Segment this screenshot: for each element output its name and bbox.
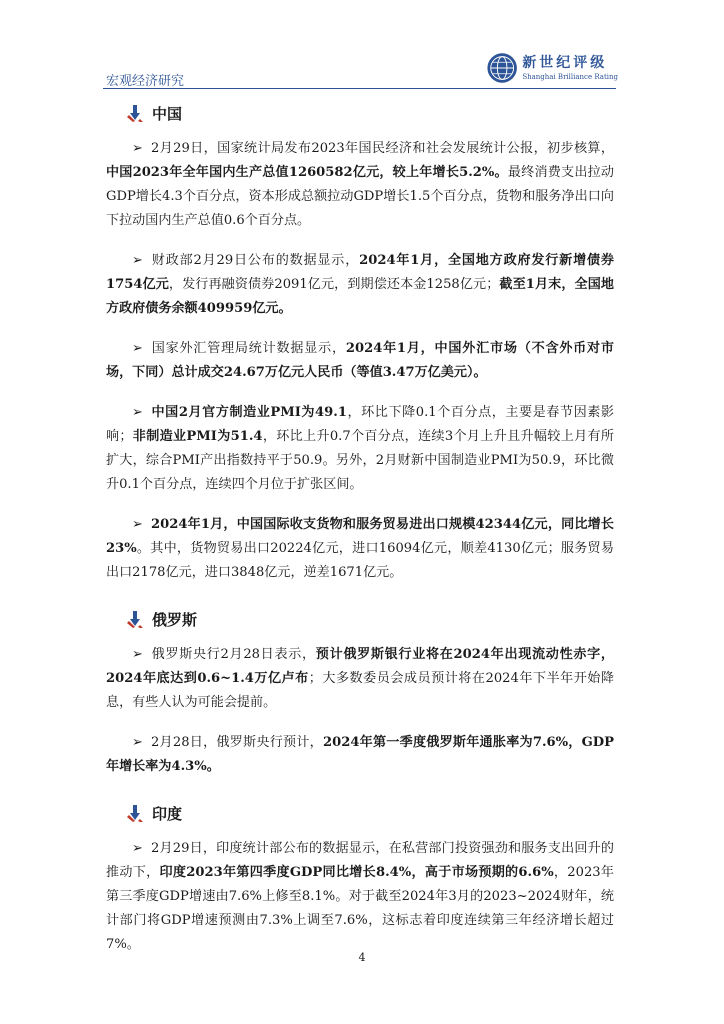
- header-divider: [103, 88, 616, 89]
- bullet-paragraph: [106, 513, 614, 585]
- bold-text-run: 2024年1月，全国地方政府发行新增债券1754亿元: [106, 253, 614, 292]
- text-run: 国家外汇管理局统计数据显示，: [150, 341, 346, 356]
- arrowhead-bullet-icon: ➢: [132, 341, 143, 356]
- text-run: 俄罗斯央行2月28日表示，: [150, 647, 316, 662]
- text-run: 2月29日，国家统计局发布2023年国民经济和社会发展统计公报，初步核算，: [150, 141, 614, 156]
- bold-text-run: 预计俄罗斯银行业将在2024年出现流动性赤字，2024年底达到0.6~1.4万亿卢布: [106, 647, 614, 686]
- section-title-text: 中国: [152, 104, 183, 123]
- bullet-paragraph: [106, 137, 614, 233]
- bold-text-run: 2024年1月，中国外汇市场（不含外币对市场，下同）总计成交24.67万亿元人民币（等值3.47万亿美元）。: [106, 341, 615, 380]
- bullet-paragraph: [106, 731, 614, 779]
- arrowhead-bullet-icon: ➢: [132, 647, 143, 662]
- bold-text-run: 截至1月末，全国地方政府债务余额409959亿元。: [106, 277, 614, 316]
- bold-text-run: 2024年第一季度俄罗斯年通胀率为7.6%，GDP年增长率为4.3%。: [106, 735, 614, 774]
- text-run: 财政部2月29日公布的数据显示，: [150, 253, 360, 268]
- arrowhead-bullet-icon: ➢: [132, 253, 143, 268]
- text-run: ，发行再融资债券2091亿元，到期偿还本金1258亿元；: [168, 277, 500, 292]
- arrowhead-bullet-icon: ➢: [132, 841, 143, 856]
- bullet-paragraph: [106, 249, 614, 321]
- bullet-paragraph: [106, 401, 614, 497]
- blue-red-arrow-down-icon: [126, 610, 144, 628]
- text-run: ，环比上升0.7个百分点，连续3个月上升且升幅较上月有所扩大，综合PMI产出指数持平于50.9。另外，2月财新中国制造业PMI为50.9，环比微升0.1个百分点，连续四个月位于扩张区间。: [106, 429, 615, 492]
- bold-text-run: 中国2023年全年国内生产总值1260582亿元，较上年增长5.2%。: [106, 165, 508, 180]
- arrowhead-bullet-icon: ➢: [132, 405, 143, 420]
- section-title: [106, 95, 614, 131]
- section-title: [106, 601, 614, 637]
- arrowhead-bullet-icon: ➢: [132, 735, 143, 750]
- brand-logo: [486, 50, 618, 86]
- logo-chinese-name: 新世纪评级: [522, 54, 608, 71]
- bold-text-run: 非制造业PMI为51.4: [132, 429, 263, 444]
- text-run: 2月28日，俄罗斯央行预计，: [150, 735, 323, 750]
- section-title-text: 印度: [152, 804, 183, 823]
- text-run: 最终消费支出拉动GDP增长4.3个百分点，资本形成总额拉动GDP增长1.5个百分点，货物和服务净出口向下拉动国内生产总值0.6个百分点。: [106, 165, 614, 228]
- text-run: ，2023年第三季度GDP增速由7.6%上修至8.1%。对于截至2024年3月的2023~2024财年，统计部门将GDP增速预测由7.3%上调至7.6%，这标志着印度连续第三年经济增长超过7%。: [106, 865, 614, 952]
- page-number: 4: [358, 951, 366, 964]
- text-run: ；大多数委员会成员预计将在2024年下半年开始降息，有些人认为可能会提前。: [106, 671, 614, 710]
- bold-text-run: 印度2023年第四季度GDP同比增长8.4%，高于市场预期的6.6%: [159, 865, 554, 880]
- blue-red-arrow-down-icon: [126, 104, 144, 122]
- bold-text-run: 中国2月官方制造业PMI为49.1: [150, 405, 347, 420]
- blue-red-arrow-down-icon: [126, 804, 144, 822]
- document-body: [106, 95, 614, 973]
- bullet-paragraph: [106, 337, 614, 385]
- text-run: ，环比下降0.1个百分点，主要是春节因素影响；: [106, 405, 614, 444]
- bullet-paragraph: [106, 643, 614, 715]
- bullet-paragraph: [106, 837, 614, 957]
- arrowhead-bullet-icon: ➢: [132, 517, 143, 532]
- text-run: 2月29日，印度统计部公布的数据显示，在私营部门投资强劲和服务支出回升的推动下，: [106, 841, 614, 880]
- section-title-text: 俄罗斯: [152, 610, 198, 629]
- header-title: 宏观经济研究: [106, 74, 185, 89]
- bold-text-run: 2024年1月，中国国际收支货物和服务贸易进出口规模42344亿元，同比增长23%: [106, 517, 614, 556]
- arrowhead-bullet-icon: ➢: [132, 141, 143, 156]
- text-run: 。其中，货物贸易出口20224亿元，进口16094亿元，顺差4130亿元；服务贸易出口2178亿元，进口3848亿元，逆差1671亿元。: [106, 541, 614, 580]
- globe-logo-icon: [486, 51, 518, 85]
- logo-english-name: Shanghai Brilliance Rating: [522, 72, 618, 81]
- section-title: [106, 795, 614, 831]
